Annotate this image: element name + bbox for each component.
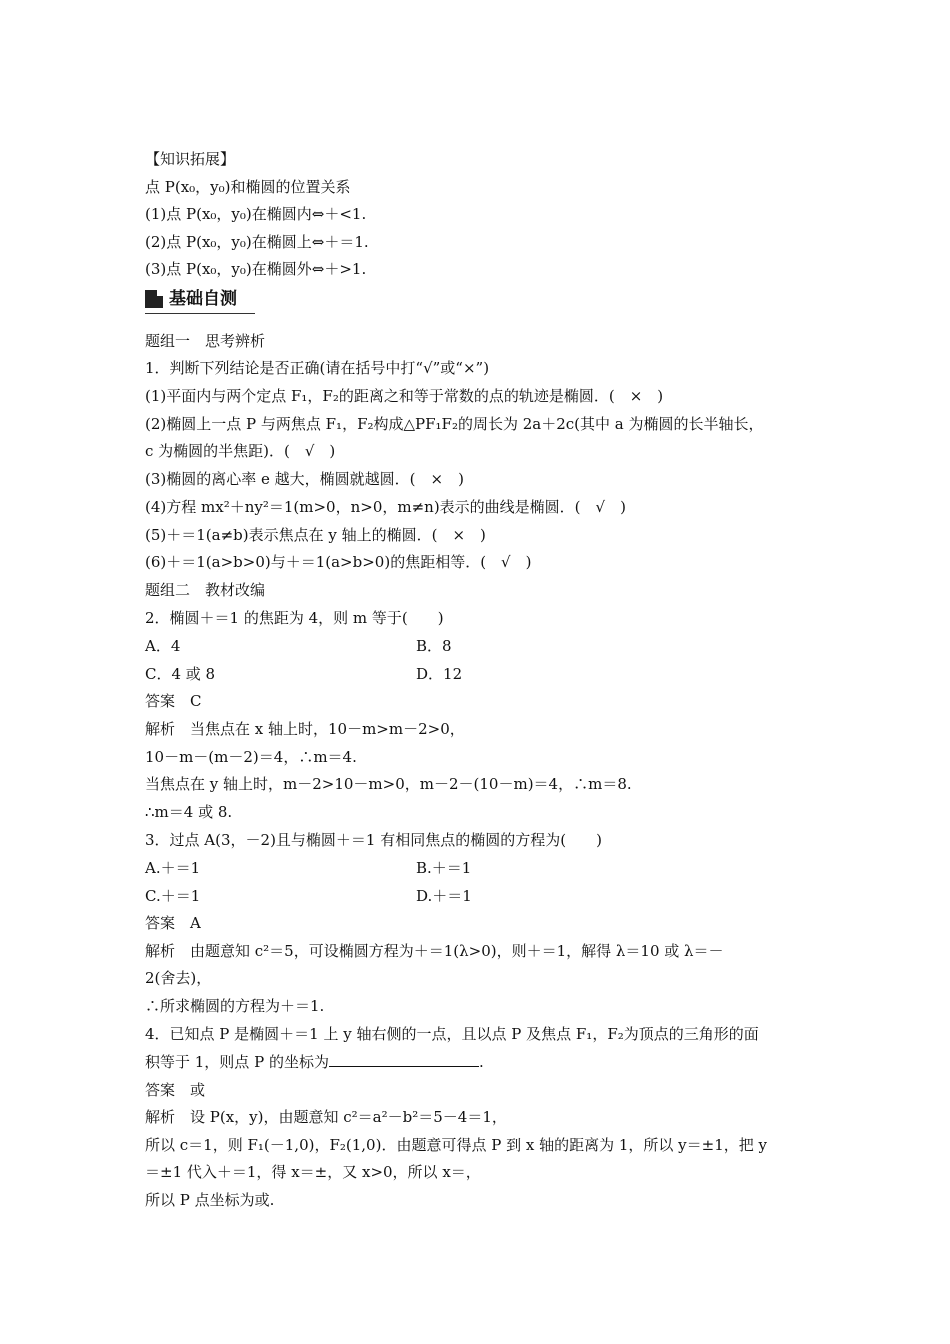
section-header [145, 287, 255, 314]
knowledge-extension-heading: 【知识拓展】 [145, 150, 236, 168]
option-d: D．12 [416, 665, 463, 683]
text-line: (1)平面内与两个定点 F₁，F₂的距离之和等于常数的点的轨迹是椭圆．( × ) [145, 387, 664, 405]
text-line: (4)方程 mx²＋ny²＝1(m>0，n>0，m≠n)表示的曲线是椭圆．( √ ) [145, 498, 626, 516]
analysis-line: 解析 由题意知 c²＝5，可设椭圆方程为＋＝1(λ>0)，则＋＝1，解得 λ＝10 或 λ＝－ [145, 942, 724, 960]
text-line: 点 P(x₀，y₀)和椭圆的位置关系 [145, 178, 351, 196]
option-c: C．4 或 8 [145, 665, 216, 683]
text-line: (5)＋＝1(a≠b)表示焦点在 y 轴上的椭圆．( × ) [145, 526, 486, 544]
answer-line: 答案 A [145, 914, 201, 932]
answer-line: 答案 或 [145, 1081, 206, 1099]
text-line: (2)点 P(x₀，y₀)在椭圆上⇔＋＝1. [145, 233, 369, 251]
text-line: (6)＋＝1(a>b>0)与＋＝1(a>b>0)的焦距相等．( √ ) [145, 553, 532, 571]
option-c: C.＋＝1 [145, 887, 201, 905]
text-line: 2(舍去)， [145, 969, 212, 987]
section-square-icon [145, 290, 163, 308]
section-title: 基础自测 [169, 289, 237, 309]
group-heading: 题组一 思考辨析 [145, 332, 266, 350]
option-b: B.＋＝1 [416, 859, 472, 877]
answer-line: 答案 C [145, 692, 202, 710]
answer-blank [329, 1052, 479, 1067]
analysis-line: 解析 设 P(x，y)，由题意知 c²＝a²－b²＝5－4＝1， [145, 1108, 507, 1126]
text-line: 所以 c＝1，则 F₁(－1,0)，F₂(1,0)．由题意可得点 P 到 x 轴的距离为 1，所以 y＝±1，把 y [145, 1136, 767, 1154]
question-line: 3．过点 A(3，－2)且与椭圆＋＝1 有相同焦点的椭圆的方程为( ) [145, 831, 602, 849]
text-span: . [478, 1053, 484, 1071]
option-a: A．4 [145, 637, 181, 655]
analysis-line: 解析 当焦点在 x 轴上时，10－m>m－2>0， [145, 720, 465, 738]
text-line: 所以 P 点坐标为或. [145, 1191, 275, 1209]
text-line: ＝±1 代入＋＝1，得 x＝±，又 x>0，所以 x＝， [145, 1163, 481, 1181]
text-line: (1)点 P(x₀，y₀)在椭圆内⇔＋<1. [145, 205, 367, 223]
text-line: (3)椭圆的离心率 e 越大，椭圆就越圆．( × ) [145, 470, 464, 488]
text-line: 10－m－(m－2)＝4，∴m＝4. [145, 748, 357, 766]
text-line: 当焦点在 y 轴上时，m－2>10－m>0，m－2－(10－m)＝4，∴m＝8. [145, 775, 632, 793]
question-line: 4．已知点 P 是椭圆＋＝1 上 y 轴右侧的一点，且以点 P 及焦点 F₁，F₂为顶点的三角形的面 [145, 1025, 759, 1043]
option-a: A.＋＝1 [145, 859, 201, 877]
group-heading: 题组二 教材改编 [145, 581, 266, 599]
question-line: 1．判断下列结论是否正确(请在括号中打“√”或“×”) [145, 359, 490, 377]
option-b: B．8 [416, 637, 452, 655]
text-line: c 为椭圆的半焦距)．( √ ) [145, 442, 336, 460]
text-line: ∴所求椭圆的方程为＋＝1. [145, 997, 325, 1015]
text-line: (3)点 P(x₀，y₀)在椭圆外⇔＋>1. [145, 260, 367, 278]
text-span: 积等于 1，则点 P 的坐标为 [145, 1053, 329, 1071]
text-line [145, 1052, 484, 1072]
text-line: (2)椭圆上一点 P 与两焦点 F₁，F₂构成△PF₁F₂的周长为 2a＋2c(其中 a 为椭圆的长半轴长， [145, 415, 764, 433]
question-line: 2．椭圆＋＝1 的焦距为 4，则 m 等于( ) [145, 609, 444, 627]
option-d: D.＋＝1 [416, 887, 472, 905]
text-line: ∴m＝4 或 8. [145, 803, 233, 821]
